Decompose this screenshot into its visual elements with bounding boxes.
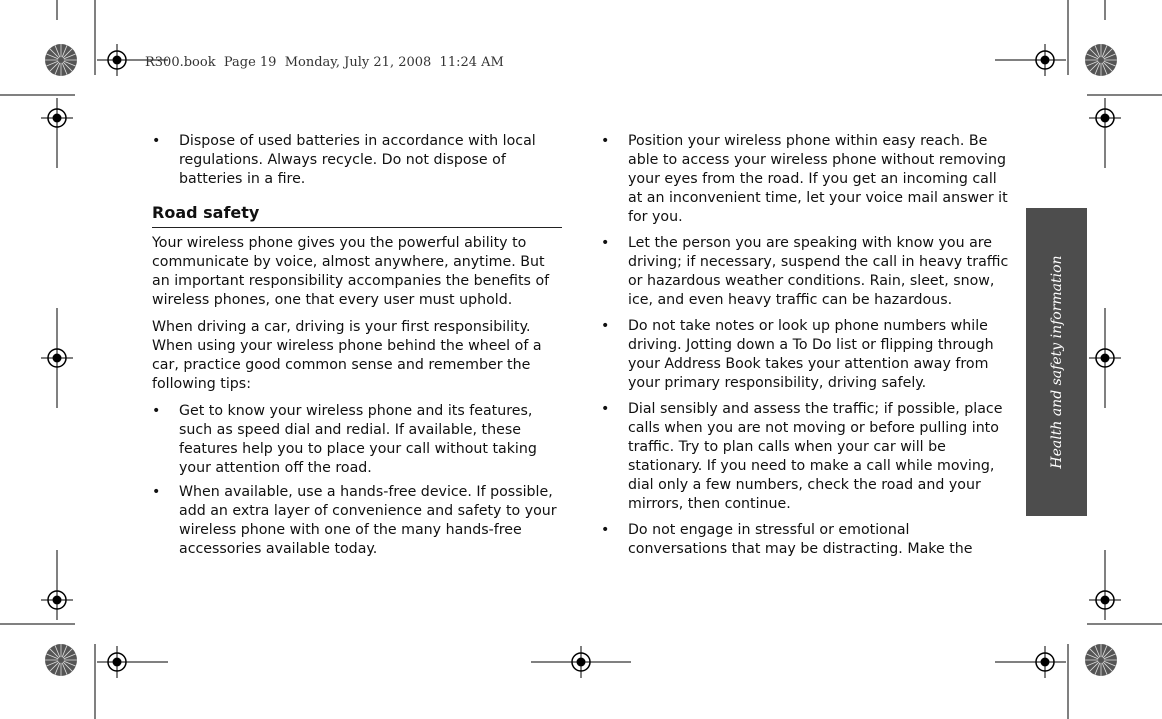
right-column — [601, 132, 1009, 566]
list-item-text: Position your wireless phone within easy reach. Be able to access your wireless phone without removing your eyes from the road. If you get an incoming call at an inconvenient time, let your voice mail answer it for you. — [628, 133, 1008, 225]
bullet-glyph: • — [152, 403, 161, 419]
side-tab-label: Health and safety information — [1048, 255, 1065, 469]
paragraph: Your wireless phone gives you the powerful ability to communicate by voice, almost anywhere, anytime. But an important responsibility accompanies the benefits of wireless phones, one that every user must uphold. — [152, 235, 550, 308]
bullet-glyph: • — [601, 318, 610, 334]
bullet-glyph: • — [601, 401, 610, 417]
list-item — [601, 521, 1009, 559]
tips-list — [152, 402, 562, 559]
bullet-glyph: • — [601, 522, 610, 538]
section-heading: Road safety — [152, 203, 562, 228]
bullet-glyph: • — [601, 235, 610, 251]
bullet-glyph: • — [152, 484, 161, 500]
list-item — [152, 483, 562, 559]
tips-list — [601, 132, 1009, 559]
list-item-text: Dial sensibly and assess the traffic; if possible, place calls when you are not moving or before pulling into traffic. Try to plan calls when your car will be stationary. If you need to make a call while moving, dial only a few numbers, check the road and your mirrors, then continue. — [628, 401, 1003, 512]
list-item-text: Do not take notes or look up phone numbers while driving. Jotting down a To Do list or flipping through your Address Book takes your attention away from your primary responsibility, driving safely. — [628, 318, 994, 391]
list-item — [601, 317, 1009, 393]
book-header: R300.book Page 19 Monday, July 21, 2008 11:24 AM — [145, 55, 504, 70]
list-item-text: Do not engage in stressful or emotional conversations that may be distracting. Make the — [628, 522, 973, 557]
list-item — [152, 132, 562, 189]
intro-bullet-list — [152, 132, 562, 189]
list-item — [152, 402, 562, 478]
section-side-tab — [1026, 208, 1087, 516]
list-item — [601, 400, 1009, 514]
paragraph: When driving a car, driving is your first responsibility. When using your wireless phone behind the wheel of a car, practice good common sense and remember the following tips: — [152, 319, 542, 392]
list-item-text: Dispose of used batteries in accordance with local regulations. Always recycle. Do not dispose of batteries in a fire. — [179, 133, 536, 187]
bullet-glyph: • — [152, 133, 161, 149]
left-column — [152, 132, 562, 564]
list-item — [601, 234, 1009, 310]
list-item-text: Let the person you are speaking with know you are driving; if necessary, suspend the call in heavy traffic or hazardous weather conditions. Rain, sleet, snow, ice, and even heavy traffic can be hazardous. — [628, 235, 1009, 308]
bullet-glyph: • — [601, 133, 610, 149]
list-item-text: When available, use a hands-free device. If possible, add an extra layer of convenience and safety to your wireless phone with one of the many hands-free accessories available today. — [179, 484, 557, 557]
list-item-text: Get to know your wireless phone and its features, such as speed dial and redial. If available, these features help you to place your call without taking your attention off the road. — [179, 403, 537, 476]
list-item — [601, 132, 1009, 227]
